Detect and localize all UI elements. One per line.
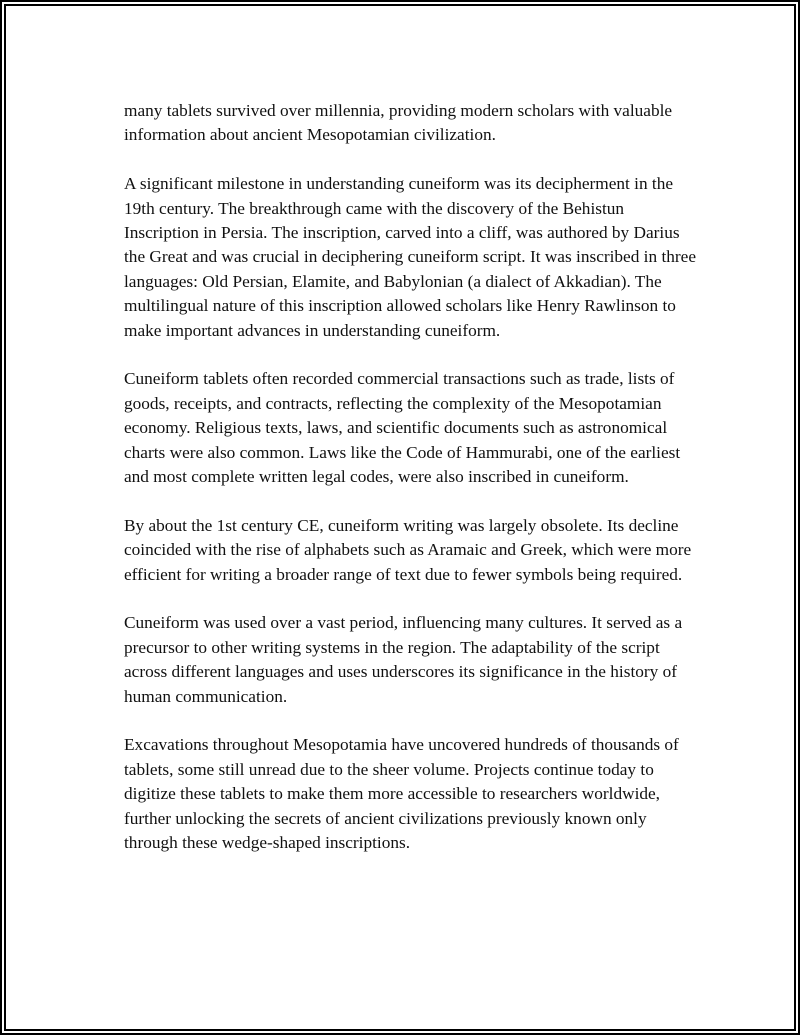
paragraph-5: Cuneiform was used over a vast period, influencing many cultures. It served as a precursor to other writing systems in the region. The adaptability of the script across different languages and uses underscores its significance in the history of human communication. xyxy=(124,613,683,706)
paragraph-2: A significant milestone in understanding cuneiform was its decipherment in the 19th century. The breakthrough came with the discovery of the Behistun Inscription in Persia. The inscription, carved into a cliff, was authored by Darius the Great and was crucial in deciphering cuneiform script. It was inscribed in three languages: Old Persian, Elamite, and Babylonian (a dialect of Akkadian). The multilingual nature of this inscription allowed scholars like Henry Rawlinson to make important advances in understanding cuneiform. xyxy=(124,174,696,340)
paragraph-6: Excavations throughout Mesopotamia have uncovered hundreds of thousands of tablets, some still unread due to the sheer volume. Projects continue today to digitize these tablets to make them more accessible to researchers worldwide, further unlocking the secrets of ancient civilizations previously known only through these wedge-shaped inscriptions. xyxy=(124,735,679,853)
paragraph-4: By about the 1st century CE, cuneiform writing was largely obsolete. Its decline coincided with the rise of alphabets such as Aramaic and Greek, which were more efficient for writing a broader range of text due to fewer symbols being required. xyxy=(124,515,692,584)
paragraph-3: Cuneiform tablets often recorded commercial transactions such as trade, lists of goods, receipts, and contracts, reflecting the complexity of the Mesopotamian economy. Religious texts, laws, and scientific documents such as astronomical charts were also common. Laws like the Code of Hammurabi, one of the earliest and most complete written legal codes, were also inscribed in cuneiform. xyxy=(124,369,681,487)
paragraph-1: many tablets survived over millennia, providing modern scholars with valuable information about ancient Mesopotamian civilization. xyxy=(124,101,673,145)
document-body xyxy=(124,99,696,880)
